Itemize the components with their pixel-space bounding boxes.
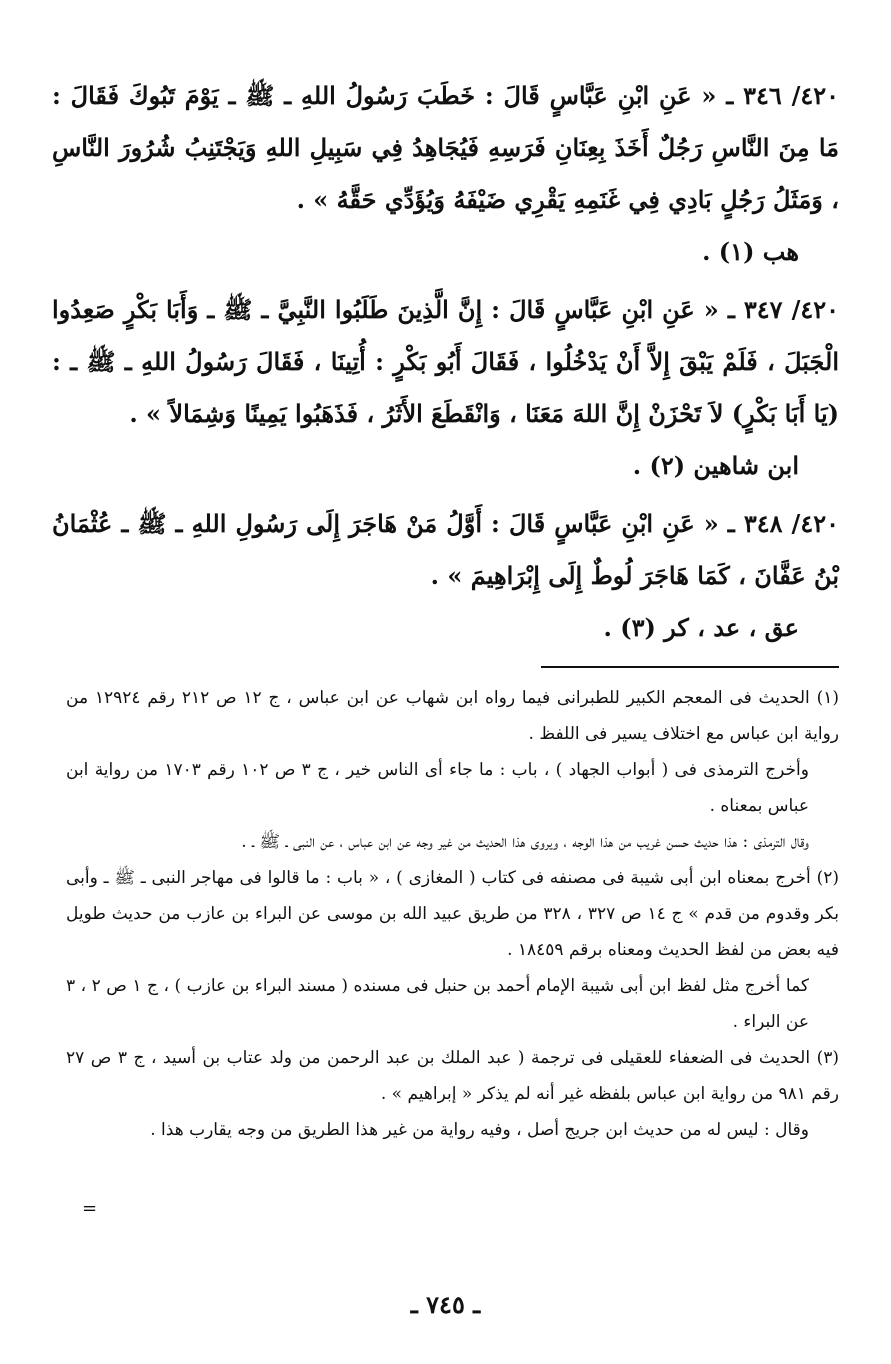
- hadith-number: ٤٢٠/ ٣٤٧ ـ: [727, 295, 840, 324]
- hadith-number: ٤٢٠/ ٣٤٨ ـ: [727, 509, 839, 538]
- footnote-2: (٢) أخرج بمعناه ابن أبى شيبة فى مصنفه فى كتاب ( المغازى ) ، « باب : ما قالوا فى مهاجر النبى ـ ﷺ ـ وأبى بكر وقدوم من قدم » ج ١٤ ص ٣٢٧ ، ٣٢٨ من طريق عبيد الله بن موسى عن البراء بن عازب من حديث طويل فيه بعض من لفظ الحديث ومعناه برقم ١٨٤٥٩ .: [66, 868, 839, 960]
- hadith-347: [52, 284, 839, 440]
- footnote-2-paragraph: كما أخرج مثل لفظ ابن أبى شيبة الإمام أحمد بن حنبل فى مسنده ( مسند البراء بن عازب ) ، ج ١ ص ٢ ، ٣ عن البراء .: [66, 976, 809, 1032]
- hadith-text: « عَنِ ابْنِ عَبَّاسٍ قَالَ : إِنَّ الَّذِينَ طَلَبُوا النَّبِيَّ ـ ﷺ ـ وَأَبَا بَكْرٍ صَعِدُوا الْجَبَلَ ، فَلَمْ يَبْقَ إِلاَّ أَنْ يَدْخُلُوا ، فَقَالَ أَبُو بَكْرٍ : أُتِينَا ، فَقَالَ رَسُولُ اللهِ ـ ﷺ ـ : (يَا أَبَا بَكْرٍ) لاَ تَحْزَنْ إِنَّ اللهَ مَعَنَا ، وَانْقَطَعَ الأَثَرُ ، فَذَهَبُوا يَمِينًا وَشِمَالاً » .: [52, 295, 840, 428]
- hadith-346: [52, 70, 839, 226]
- hadith-number: ٤٢٠/ ٣٤٦ ـ: [726, 81, 840, 110]
- hadith-text: « عَنِ ابْنِ عَبَّاسٍ قَالَ : خَطَبَ رَسُولُ اللهِ ـ ﷺ ـ يَوْمَ تَبُوكَ فَقَالَ : مَا مِنَ النَّاسِ رَجُلٌ أَخَذَ بِعِنَانِ فَرَسِهِ فَيُجَاهِدُ فِي سَبِيلِ اللهِ وَيَجْتَنِبُ شُرُورَ النَّاسِ ، وَمَثَلُ رَجُلٍ بَادِي فِي غَنَمِهِ يَقْرِي ضَيْفَهُ وَيُؤَدِّي حَقَّهُ » .: [52, 81, 839, 214]
- page-number: ـ ٧٤٥ ـ: [410, 1290, 481, 1319]
- footnote-1: (١) الحديث فى المعجم الكبير للطبرانى فيما رواه ابن شهاب عن ابن عباس ، ج ١٢ ص ٢١٢ رقم ١٢٩٢٤ من رواية ابن عباس مع اختلاف يسير فى اللفظ .: [66, 688, 839, 744]
- footnote-3: (٣) الحديث فى الضعفاء للعقيلى فى ترجمة ( عبد الملك بن عبد الرحمن من ولد عتاب بن أسيد ، ج ٣ ص ٢٧ رقم ٩٨١ من رواية ابن عباس بلفظه غير أنه لم يذكر « إبراهيم » .: [66, 1048, 839, 1104]
- footnote-1-paragraph: وأخرج الترمذى فى ( أبواب الجهاد ) ، باب : ما جاء أى الناس خير ، ج ٣ ص ١٠٢ رقم ١٧٠٣ من رواية ابن عباس بمعناه .: [66, 760, 809, 816]
- hadith-source: ابن شاهين (٢) .: [632, 451, 799, 480]
- footnote-1-paragraph: وقال الترمذى : هذا حديث حسن غريب من هذا الوجه ، ويروى هذا الحديث من غير وجه عن ابن عباس ، عن النبى ـ ﷺ ـ .: [241, 832, 809, 852]
- hadith-source: هب (١) .: [702, 237, 799, 266]
- hadith-source: عق ، عد ، كر (٣) .: [603, 613, 799, 642]
- continuation-mark: =: [82, 1198, 98, 1219]
- main-text: [52, 70, 839, 660]
- footnote-divider: [541, 666, 839, 668]
- footnote-3-paragraph: وقال : ليس له من حديث ابن جريج أصل ، وفيه رواية من غير هذا الطريق من وجه يقارب هذا .: [150, 1120, 809, 1140]
- hadith-348: [52, 498, 839, 602]
- footnotes: [66, 680, 839, 1148]
- hadith-text: « عَنِ ابْنِ عَبَّاسٍ قَالَ : أَوَّلُ مَنْ هَاجَرَ إِلَى رَسُولِ اللهِ ـ ﷺ ـ عُثْمَانُ بْنُ عَفَّانَ ، كَمَا هَاجَرَ لُوطٌ إِلَى إِبْرَاهِيمَ » .: [52, 509, 839, 590]
